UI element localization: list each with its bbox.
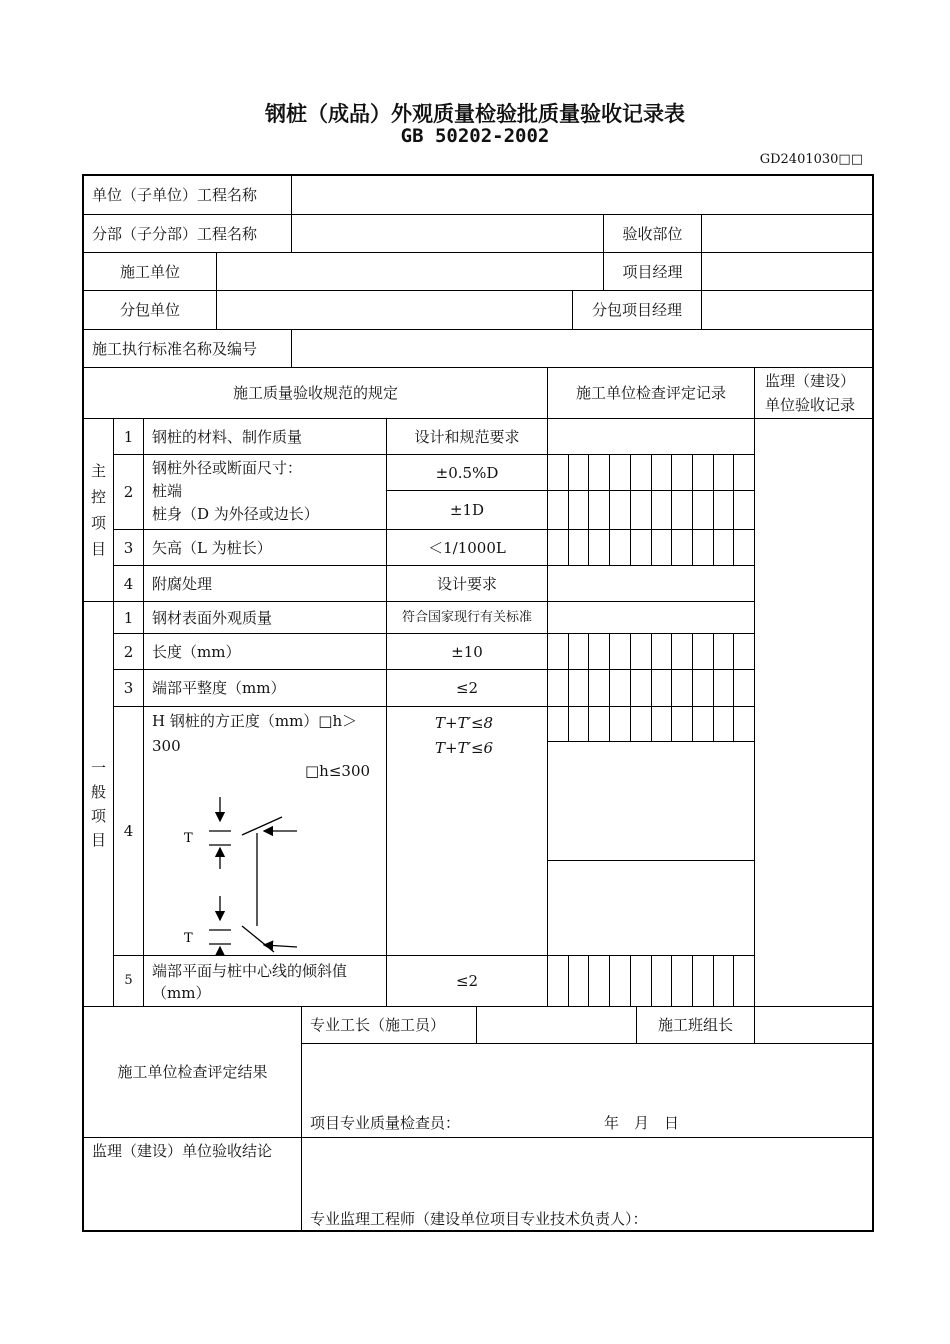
g-1-name: 钢材表面外观质量 (144, 602, 387, 634)
page-title: 钢桩（成品）外观质量检验批质量验收记录表 (265, 102, 685, 126)
mc-1-no: 1 (114, 419, 144, 455)
supervision-header: 监理（建设）单位验收记录 (755, 368, 874, 419)
division-name-label: 分部（子分部）工程名称 (84, 215, 292, 253)
standard-code: GB 50202-2002 (400, 125, 550, 147)
mc-1-record[interactable] (548, 419, 755, 455)
mc-2a-req: ±0.5%D (387, 455, 548, 491)
g-2-record[interactable] (548, 634, 755, 670)
mc-3-record[interactable] (548, 530, 755, 566)
conclusion-label: 监理（建设）单位验收结论 (84, 1138, 302, 1232)
g-5-record[interactable] (548, 956, 755, 1007)
acceptance-part-field[interactable] (702, 215, 874, 253)
check-result-label: 施工单位检查评定结果 (84, 1007, 302, 1138)
inspector-date: 年 月 日 (604, 1114, 680, 1132)
mc-2b-record[interactable] (548, 491, 755, 530)
construction-unit-label: 施工单位 (84, 253, 217, 291)
g-3-name: 端部平整度（mm） (144, 670, 387, 707)
mc-4-no: 4 (114, 566, 144, 602)
g-5-name: 端部平面与桩中心线的倾斜值 （mm） (144, 956, 387, 1007)
engineer-label: 专业监理工程师（建设单位项目专业技术负责人）： (310, 1210, 648, 1228)
g-1-req: 符合国家现行有关标准 (387, 602, 548, 634)
standard-field[interactable] (292, 330, 874, 368)
check-result-field[interactable] (302, 1044, 874, 1138)
mc-4-record[interactable] (548, 566, 755, 602)
mc-2-name: 钢桩外径或断面尺寸： 桩端 桩身（D 为外径或边长） (144, 455, 387, 530)
project-manager-label: 项目经理 (604, 253, 702, 291)
foreman-field[interactable] (477, 1007, 637, 1044)
acceptance-part-label: 验收部位 (604, 215, 702, 253)
mc-3-req: ＜1/1000L (387, 530, 548, 566)
subcontract-unit-field[interactable] (217, 291, 573, 330)
g-3-record[interactable] (548, 670, 755, 707)
mc-3-no: 3 (114, 530, 144, 566)
unit-name-label: 单位（子单位）工程名称 (84, 176, 292, 215)
conclusion-field[interactable] (302, 1138, 874, 1232)
standard-label: 施工执行标准名称及编号 (84, 330, 292, 368)
fig-label-t2: T (184, 931, 193, 946)
squareness-diagram (144, 707, 387, 956)
mc-1-req: 设计和规范要求 (387, 419, 548, 455)
g-4-name: H 钢桩的方正度（mm）□h＞ 300 □h≤300 T T (144, 707, 387, 956)
subcontract-pm-label: 分包项目经理 (573, 291, 702, 330)
mc-3-name: 矢高（L 为桩长） (144, 530, 387, 566)
foreman-label: 专业工长（施工员） (302, 1007, 477, 1044)
g-2-req: ±10 (387, 634, 548, 670)
g-4-record-a[interactable] (548, 742, 755, 861)
mc-1-name: 钢桩的材料、制作质量 (144, 419, 387, 455)
g-1-record[interactable] (548, 602, 755, 634)
fig-label-t1: T (184, 831, 193, 846)
project-manager-field[interactable] (702, 253, 874, 291)
g-3-no: 3 (114, 670, 144, 707)
construction-unit-field[interactable] (217, 253, 604, 291)
division-name-field[interactable] (292, 215, 604, 253)
subcontract-unit-label: 分包单位 (84, 291, 217, 330)
g-4-no: 4 (114, 707, 144, 956)
g-4-req: T+T′≤8 T+T′≤6 (387, 707, 548, 956)
team-leader-field[interactable] (755, 1007, 874, 1044)
g-5-req: ≤2 (387, 956, 548, 1007)
spec-header: 施工质量验收规范的规定 (84, 368, 548, 419)
document-code: GD2401030□□ (759, 152, 863, 167)
g-3-req: ≤2 (387, 670, 548, 707)
acceptance-form (82, 174, 874, 1232)
g-5-no: 5 (114, 956, 144, 1007)
mc-4-req: 设计要求 (387, 566, 548, 602)
g-2-name: 长度（mm） (144, 634, 387, 670)
general-label: 一般项目 (84, 602, 114, 1007)
g-4-record-grid[interactable] (548, 707, 755, 742)
inspector-label: 项目专业质量检查员： (310, 1114, 461, 1132)
g-2-no: 2 (114, 634, 144, 670)
mc-4-name: 附腐处理 (144, 566, 387, 602)
mc-2b-req: ±1D (387, 491, 548, 530)
g-4-record-b[interactable] (548, 861, 755, 956)
supervision-record-field[interactable] (755, 419, 874, 1007)
check-record-header: 施工单位检查评定记录 (548, 368, 755, 419)
team-leader-label: 施工班组长 (637, 1007, 755, 1044)
mc-2-no: 2 (114, 455, 144, 530)
g-1-no: 1 (114, 602, 144, 634)
subcontract-pm-field[interactable] (702, 291, 874, 330)
mc-2a-record[interactable] (548, 455, 755, 491)
main-control-label: 主控项目 (84, 419, 114, 602)
unit-name-field[interactable] (292, 176, 874, 215)
